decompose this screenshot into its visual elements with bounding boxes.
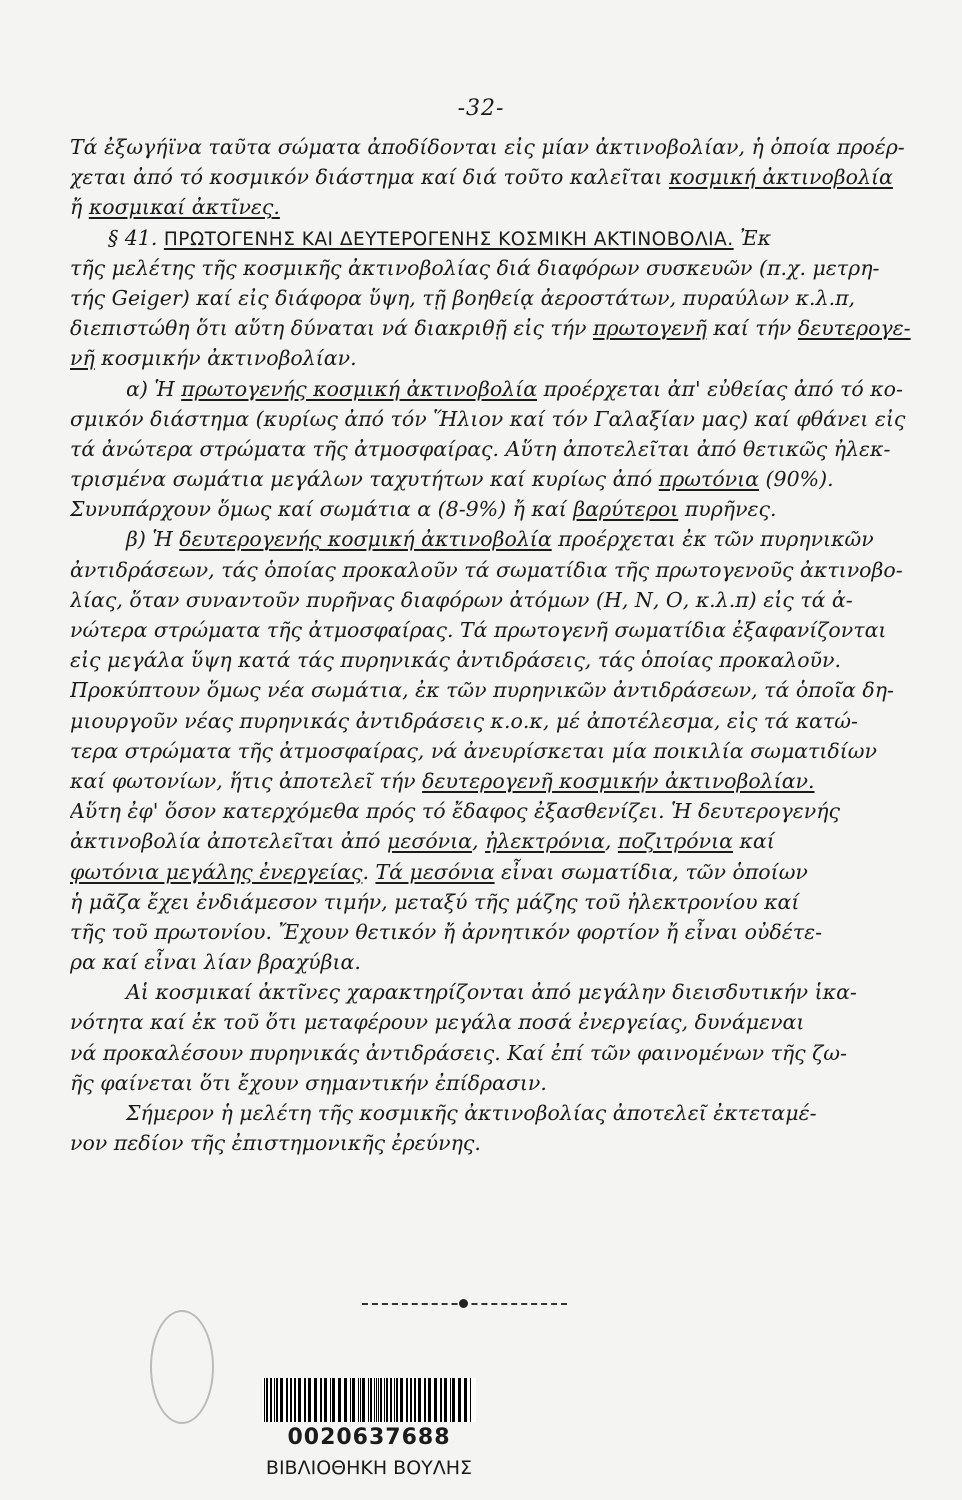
text-line: Τά ἐξωγήϊνα ταῦτα σώματα ἀποδίδονται εἰς μίαν ἀκτινοβολίαν, ἡ ὁποία προέρ- — [70, 135, 905, 159]
barcode-bar — [396, 1378, 398, 1422]
barcode — [262, 1378, 476, 1422]
text-line: τής Geiger) καί εἰς διάφορα ὕψη, τῇ βοηθείᾳ ἀεροστάτων, πυραύλων κ.λ.π, — [70, 285, 856, 310]
term-cosmic-radiation: κοσμική ἀκτινοβολία — [668, 165, 893, 190]
text-line: ρα καί εἶναι λίαν βραχύβια. — [70, 950, 361, 975]
barcode-bar — [266, 1378, 268, 1422]
section-heading: ΠΡΩΤΟΓΕΝΗΣ ΚΑΙ ΔΕΥΤΕΡΟΓΕΝΗΣ ΚΟΣΜΙΚΗ ΑΚΤΙΝΟΒΟΛΙΑ. — [163, 228, 734, 250]
barcode-bar — [350, 1378, 351, 1422]
text-line: λίας, ὅταν συναντοῦν πυρῆνας διαφόρων ἀτόμων (Η, Ν, Ο, κ.λ.π) εἰς τά ἀ- — [70, 587, 853, 612]
text-line: ἡ μᾶζα ἔχει ἐνδιάμεσον τιμήν, μεταξύ τῆς μάζης τοῦ ἠλεκτρονίου καί — [70, 889, 800, 914]
barcode-bar — [434, 1378, 437, 1422]
text-line: νον πεδίον τῆς ἐπιστημονικῆς ἐρεύνης. — [70, 1131, 481, 1156]
barcode-bar — [376, 1378, 377, 1422]
barcode-bar — [470, 1378, 471, 1422]
text-line: φωτόνια μεγάλης ἐνεργείας. Τά μεσόνια εἶναι σωματίδια, τῶν ὁποίων — [70, 859, 808, 884]
barcode-bar — [324, 1378, 327, 1422]
text-line: ἀντιδράσεων, τάς ὁποίας προκαλοῦν τά σωματίδια τῆς πρωτογενοῦς ἀκτινοβο- — [70, 557, 903, 582]
text-line: ῆς φαίνεται ὅτι ἔχουν σημαντικήν ἐπίδρασιν. — [70, 1070, 547, 1095]
barcode-bar — [406, 1378, 408, 1422]
text-line: τρισμένα σωμάτια μεγάλων ταχυτήτων καί κυρίως ἀπό πρωτόνια (90%). — [70, 467, 834, 492]
barcode-bar — [320, 1378, 322, 1422]
text-line: Συνυπάρχουν ὅμως καί σωμάτια α (8-9%) ἤ καί βαρύτεροι πυρῆνες. — [70, 497, 777, 522]
barcode-bar — [314, 1378, 317, 1422]
term-positrons: ποζιτρόνια — [617, 829, 733, 854]
barcode-bar — [276, 1378, 278, 1422]
text-line: νῆ κοσμικήν ἀκτινοβολίαν. — [70, 346, 357, 371]
text-line: νά προκαλέσουν πυρηνικάς ἀντιδράσεις. Καί ἐπί τῶν φαινομένων τῆς ζω- — [70, 1040, 847, 1065]
barcode-bar — [370, 1378, 372, 1422]
barcode-bar — [390, 1378, 392, 1422]
barcode-bar — [294, 1378, 296, 1422]
term-protons: πρωτόνια — [658, 467, 760, 492]
barcode-bar — [464, 1378, 467, 1422]
barcode-bar — [332, 1378, 335, 1422]
barcode-bar — [458, 1378, 461, 1422]
barcode-bar — [304, 1378, 306, 1422]
term-mesons: μεσόνια — [387, 829, 473, 854]
text-line: διεπιστώθη ὅτι αὕτη δύναται νά διακριθῇ εἰς τήν πρωτογενῆ καί τήν δευτερογε- — [70, 316, 911, 341]
term-cosmic-rays: κοσμικαί ἀκτῖνες. — [88, 195, 280, 220]
text-line: ἤ κοσμικαί ἀκτῖνες. — [70, 195, 280, 220]
paragraph-start: Σήμερον ἡ μελέτη τῆς κοσμικῆς ἀκτινοβολίας ἀποτελεῖ ἐκτεταμέ- — [126, 1101, 817, 1125]
barcode-bar — [270, 1378, 272, 1422]
barcode-bar — [452, 1378, 455, 1422]
text-line: τερα στρώματα τῆς ἀτμοσφαίρας, νά ἀνευρίσκεται μία ποικιλία σωματιδίων — [70, 738, 877, 763]
page-number: -32- — [457, 96, 505, 121]
barcode-bar — [386, 1378, 388, 1422]
text-line: σμικόν διάστημα (κυρίως ἀπό τόν Ἥλιον καί τόν Γαλαξίαν μας) καί φθάνει εἰς — [70, 406, 906, 431]
barcode-number: 0020637688 — [287, 1425, 451, 1450]
separator-dot — [459, 1299, 468, 1308]
term-primary-radiation: πρωτογενής κοσμική ἀκτινοβολία — [181, 376, 538, 401]
barcode-bar — [298, 1378, 301, 1422]
text-line: νότητα καί ἐκ τοῦ ὅτι μεταφέρουν μεγάλα ποσά ἐνεργείας, δυνάμεναι — [70, 1010, 805, 1035]
barcode-bar — [362, 1378, 365, 1422]
text-line: τά ἀνώτερα στρώματα τῆς ἀτμοσφαίρας. Αὕτη ἀποτελεῖται ἀπό θετικῶς ἠλεκ- — [70, 436, 891, 461]
text-line: τῆς τοῦ πρωτονίου. Ἔχουν θετικόν ἤ ἀρνητικόν φορτίον ἤ εἶναι οὐδέτε- — [70, 919, 823, 944]
barcode-bar — [418, 1378, 421, 1422]
text-line: τῆς μελέτης τῆς κοσμικῆς ἀκτινοβολίας διά διαφόρων συσκευῶν (π.χ. μετρη- — [70, 255, 880, 280]
barcode-bar — [338, 1378, 341, 1422]
barcode-bar — [444, 1378, 447, 1422]
barcode-bar — [358, 1378, 359, 1422]
section-heading-line: § 41. ΠΡΩΤΟΓΕΝΗΣ ΚΑΙ ΔΕΥΤΕΡΟΓΕΝΗΣ ΚΟΣΜΙΚΗ ΑΚΤΙΝΟΒΟΛΙΑ. Ἐκ — [108, 225, 772, 250]
text-line: Προκύπτουν ὅμως νέα σωμάτια, ἐκ τῶν πυρηνικῶν ἀντιδράσεων, τά ὁποῖα δη- — [70, 678, 894, 703]
barcode-bar — [428, 1378, 431, 1422]
term-photons: φωτόνια μεγάλης ἐνεργείας — [70, 859, 363, 884]
barcode-bar — [290, 1378, 292, 1422]
text-line: Αὕτη ἐφ' ὅσον κατερχόμεθα πρός τό ἔδαφος ἐξασθενίζει. Ἡ δευτερογενής — [70, 799, 841, 824]
text-line: νώτερα στρώματα τῆς ἀτμοσφαίρας. Τά πρωτογενῆ σωματίδια ἐξαφανίζονται — [70, 618, 887, 642]
text-line: εἰς μεγάλα ὕψη κατά τάς πυρηνικάς ἀντιδράσεις, τάς ὁποίας προκαλοῦν. — [70, 648, 841, 673]
barcode-bar — [380, 1378, 382, 1422]
barcode-bar — [410, 1378, 412, 1422]
barcode-bar — [424, 1378, 426, 1422]
barcode-bar — [394, 1378, 395, 1422]
barcode-bar — [450, 1378, 451, 1422]
barcode-bar — [274, 1378, 275, 1422]
barcode-bar — [374, 1378, 375, 1422]
barcode-bar — [280, 1378, 283, 1422]
barcode-bar — [286, 1378, 288, 1422]
paragraph-start: Αἱ κοσμικαί ἀκτῖνες χαρακτηρίζονται ἀπό μεγάλην διεισδυτικήν ἱκα- — [126, 980, 857, 1005]
section-number: § 41. — [108, 225, 164, 250]
barcode-bar — [360, 1378, 361, 1422]
scan-artifact-lens — [150, 1310, 214, 1424]
term-secondary-radiation: δευτερογενής κοσμική ἀκτινοβολία — [179, 527, 552, 552]
barcode-bar — [378, 1378, 379, 1422]
paragraph-b-start: β) Ἡ δευτερογενής κοσμική ἀκτινοβολία προέρχεται ἐκ τῶν πυρηνικῶν — [126, 527, 874, 552]
barcode-bar — [440, 1378, 442, 1422]
barcode-bar — [414, 1378, 416, 1422]
barcode-bar — [344, 1378, 347, 1422]
text-line: καί φωτονίων, ἥτις ἀποτελεῖ τήν δευτερογενῆ κοσμικήν ἀκτινοβολίαν. — [70, 768, 815, 793]
barcode-bar — [352, 1378, 355, 1422]
paragraph-a-start: α) Ἡ πρωτογενής κοσμική ἀκτινοβολία προέρχεται ἀπ' εὐθείας ἀπό τό κο- — [126, 376, 903, 401]
barcode-bar — [330, 1378, 331, 1422]
library-name: ΒΙΒΛΙΟΘΗΚΗ ΒΟΥΛΗΣ — [265, 1457, 473, 1479]
text-line: μιουργοῦν νέας πυρηνικάς ἀντιδράσεις κ.ο.κ, μέ ἀποτέλεσμα, εἰς τά κατώ- — [70, 708, 858, 733]
text-line: χεται ἀπό τό κοσμικόν διάστημα καί διά τοῦτο καλεῖται κοσμική ἀκτινοβολία — [70, 165, 893, 190]
term-electrons: ἠλεκτρόνια — [485, 829, 605, 854]
barcode-bar — [368, 1378, 369, 1422]
barcode-bar — [400, 1378, 403, 1422]
barcode-bar — [264, 1378, 265, 1422]
body-text — [70, 132, 920, 1158]
barcode-bar — [308, 1378, 311, 1422]
text-line: ἀκτινοβολία ἀποτελεῖται ἀπό μεσόνια, ἠλεκτρόνια, ποζιτρόνια καί — [70, 829, 775, 854]
barcode-bar — [384, 1378, 385, 1422]
